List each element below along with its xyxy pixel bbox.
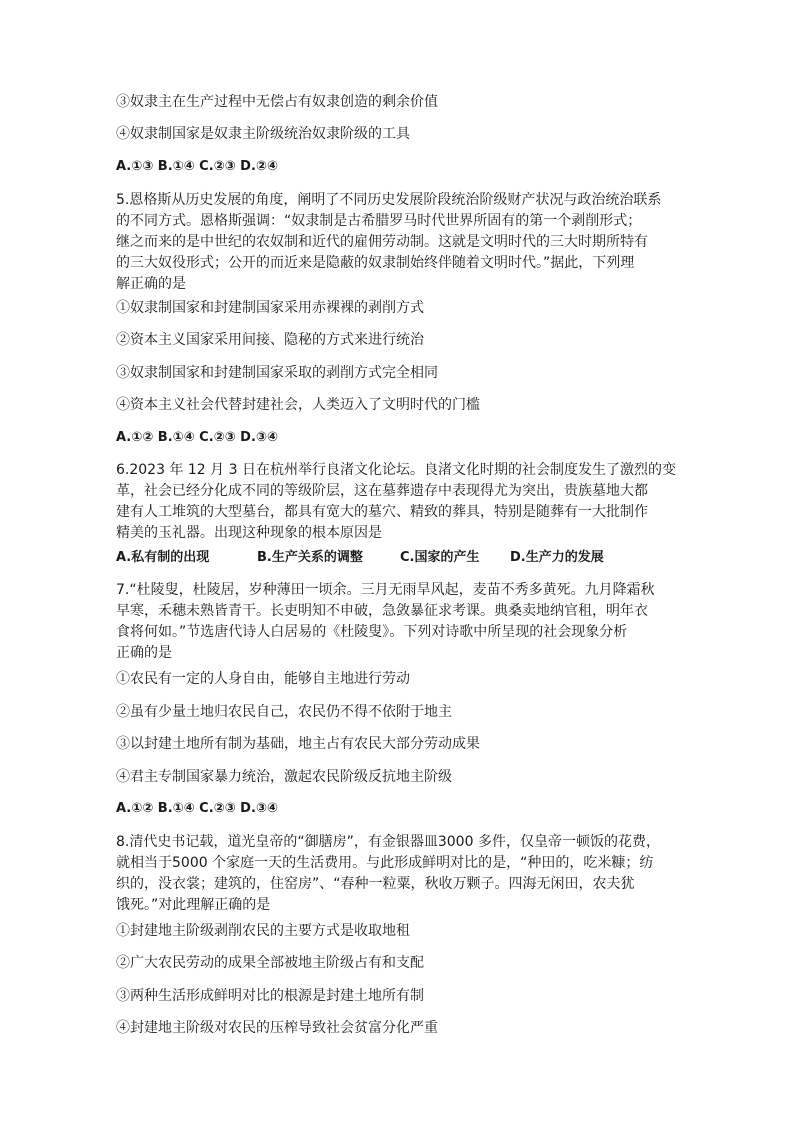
q6-stem-line-2: 革，社会已经分化成不同的等级阶层，这在墓葬遗存中表现得尤为突出，贵族墓地大都	[116, 483, 648, 499]
q8-stem-line-1: 8.清代史书记载，道光皇帝的“御膳房”，有金银器皿3000 多件，仅皇帝一顿饭的花费，	[116, 834, 660, 850]
q5-option-1: ①奴隶制国家和封建制国家采用赤裸裸的剥削方式	[116, 300, 424, 316]
q6-choice-a: A.私有制的出现	[116, 550, 210, 565]
q4-choices: A.①③ B.①④ C.②③ D.②④	[116, 159, 278, 174]
q7-option-2: ②虽有少量土地归农民自己，农民仍不得不依附于地主	[116, 704, 452, 720]
q5-stem-line-5: 解正确的是	[116, 276, 186, 292]
q6-stem-line-3: 建有人工堆筑的大型墓台，都具有宽大的墓穴、精致的葬具，特别是随葬有一大批制作	[116, 504, 648, 520]
q6-choice-d: D.生产力的发展	[510, 550, 604, 565]
q5-stem-line-3: 继之而来的是中世纪的农奴制和近代的雇佣劳动制。这就是文明时代的三大时期所特有	[116, 234, 648, 250]
q8-stem-line-2: 就相当于5000 个家庭一天的生活费用。与此形成鲜明对比的是，“种田的，吃米糠；纺	[116, 855, 654, 871]
q7-stem-line-4: 正确的是	[116, 645, 172, 661]
q8-option-1: ①封建地主阶级剥削农民的主要方式是收取地租	[116, 923, 410, 939]
q5-option-4: ④资本主义社会代替封建社会，人类迈入了文明时代的门槛	[116, 397, 480, 413]
q7-stem-line-2: 早寒，禾穗未熟皆青干。长吏明知不申破，急敛暴征求考课。典桑卖地纳官租，明年衣	[116, 603, 648, 619]
q5-option-3: ③奴隶制国家和封建制国家采取的剥削方式完全相同	[116, 365, 438, 381]
q6-choices	[116, 548, 696, 568]
q6-choice-b: B.生产关系的调整	[257, 550, 363, 565]
q7-choices: A.①② B.①④ C.②③ D.③④	[116, 801, 278, 816]
q5-stem-line-1: 5.恩格斯从历史发展的角度，阐明了不同历史发展阶段统治阶级财产状况与政治统治联系	[116, 192, 662, 208]
q5-option-2: ②资本主义国家采用间接、隐秘的方式来进行统治	[116, 332, 424, 348]
q7-stem-line-3: 食将何如。”节选唐代诗人白居易的《杜陵叟》。下列对诗歌中所呈现的社会现象分析	[116, 624, 628, 640]
q8-stem-line-3: 织的，没衣裳；建筑的，住窑房”、“春种一粒粟，秋收万颗子。四海无闲田，农夫犹	[116, 876, 635, 892]
q7-option-3: ③以封建土地所有制为基础，地主占有农民大部分劳动成果	[116, 736, 480, 752]
q6-stem-line-1: 6.2023 年 12 月 3 日在杭州举行良渚文化论坛。良渚文化时期的社会制度发生了激烈的变	[116, 462, 676, 478]
q6-choice-c: C.国家的产生	[400, 550, 480, 565]
q8-option-2: ②广大农民劳动的成果全部被地主阶级占有和支配	[116, 955, 424, 971]
q8-option-4: ④封建地主阶级对农民的压榨导致社会贫富分化严重	[116, 1020, 438, 1036]
q5-stem-line-2: 的不同方式。恩格斯强调：“奴隶制是古希腊罗马时代世界所固有的第一个剥削形式；	[116, 213, 642, 229]
q8-stem-line-4: 饿死。”对此理解正确的是	[116, 897, 271, 913]
q4-option-3: ③奴隶主在生产过程中无偿占有奴隶创造的剩余价值	[116, 94, 438, 110]
q5-choices: A.①② B.①④ C.②③ D.③④	[116, 430, 278, 445]
q4-option-4: ④奴隶制国家是奴隶主阶级统治奴隶阶级的工具	[116, 126, 410, 142]
q8-option-3: ③两种生活形成鲜明对比的根源是封建土地所有制	[116, 988, 424, 1004]
q7-option-4: ④君主专制国家暴力统治，激起农民阶级反抗地主阶级	[116, 769, 452, 785]
q7-stem-line-1: 7.“杜陵叟，杜陵居，岁种薄田一顷余。三月无雨旱风起，麦苗不秀多黄死。九月降霜秋	[116, 582, 655, 598]
q6-stem-line-4: 精美的玉礼器。出现这种现象的根本原因是	[116, 525, 382, 541]
q7-option-1: ①农民有一定的人身自由，能够自主地进行劳动	[116, 671, 410, 687]
q5-stem-line-4: 的三大奴役形式；公开的而近来是隐蔽的奴隶制始终伴随着文明时代。”据此，下列理	[116, 255, 635, 271]
